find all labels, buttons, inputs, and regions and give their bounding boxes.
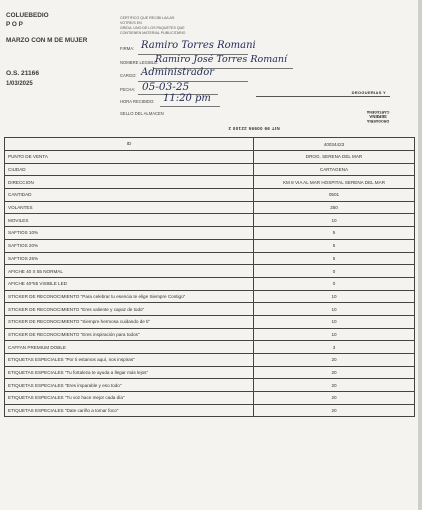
row-value-cell: 20 — [254, 404, 415, 417]
firma-label: FIRMA: — [120, 46, 135, 51]
row-value-cell: 20 — [254, 366, 415, 379]
row-value-cell: DROG. SERENA DEL MAR — [254, 151, 415, 164]
cert-line-1: CERTIFICO QUE RECIBI LA/LAS — [120, 16, 175, 20]
nombre-handwritten: Ramiro José Torres Romaní — [155, 54, 288, 65]
table-header-row — [5, 138, 415, 151]
row-label-cell: STICKER DE RECONOCIMIENTO "Eres valiente y capaz de todo" — [5, 303, 254, 316]
table-row — [5, 201, 415, 214]
printed-date: 1/03/2025 — [6, 81, 33, 87]
nombre-label: NOMBRE LEGIBLE: — [120, 60, 159, 65]
hora-line — [160, 106, 220, 107]
row-value-cell: 350 — [254, 201, 415, 214]
middle-stamp: NIT 99 00995 22100 2 — [228, 126, 280, 131]
right-stamp — [256, 90, 390, 97]
small-stamp — [362, 110, 394, 123]
row-value-cell: 5 — [254, 227, 415, 240]
os-number: O.S. 21166 — [6, 70, 39, 77]
row-label-cell: AFICHE 40 X 55 NORMAL — [5, 265, 254, 278]
cert-line-4: CONTIENEN MATERIAL PUBLICITARIO — [120, 31, 186, 35]
table-row — [5, 290, 415, 303]
cert-line-3: GRIDA: UNO DE LOS PAQUETES QUE — [120, 26, 185, 30]
row-label-cell: CAFFAN PREMIUM DOBLE — [5, 341, 254, 354]
row-value-cell: 10 — [254, 214, 415, 227]
sello-label: SELLO DEL ALMACEN — [120, 111, 164, 116]
table-row — [5, 366, 415, 379]
cargo-label: CARGO: — [120, 73, 137, 78]
row-value-cell: CARTAGENA — [254, 163, 415, 176]
row-label-cell: ETIQUETAS ESPECIALES "Por ti estamos aquí, nos inspiras" — [5, 354, 254, 367]
row-value-cell: 5 — [254, 252, 415, 265]
small-stamp-line-3: CARTAGENA — [366, 110, 390, 114]
table-row — [5, 227, 415, 240]
small-stamp-line-2: SERENA — [369, 114, 387, 119]
table-row — [5, 163, 415, 176]
table-row — [5, 252, 415, 265]
row-label-cell: STICKER DE RECONOCIMIENTO "Eres inspiración para todos" — [5, 328, 254, 341]
table-row — [5, 303, 415, 316]
cert-line-2: VOTRE/S EN — [120, 21, 142, 25]
campaign-line-1: COLUEBEDIO — [6, 12, 49, 19]
table-row — [5, 341, 415, 354]
table-row — [5, 315, 415, 328]
row-label-cell: ETIQUETAS ESPECIALES "Date cariño a tomar foco" — [5, 404, 254, 417]
delivery-table-body — [5, 138, 415, 417]
table-row — [5, 277, 415, 290]
row-label-cell: VOLANTES — [5, 201, 254, 214]
table-row — [5, 214, 415, 227]
row-value-cell: 10 — [254, 290, 415, 303]
table-row — [5, 239, 415, 252]
row-value-cell: 10 — [254, 315, 415, 328]
row-label-cell: STICKER DE RECONOCIMIENTO "Siempre hermosa cuidando de ti" — [5, 315, 254, 328]
row-label-cell: STICKER DE RECONOCIMIENTO "Para celebrar tu esencia te elige Siempre Contigo" — [5, 290, 254, 303]
id-value-cell: 40034423 — [254, 138, 415, 151]
fecha-handwritten: 05-03-25 — [142, 81, 190, 93]
right-stamp-text: DROGUERIAS Y — [351, 90, 386, 95]
table-row — [5, 265, 415, 278]
row-label-cell: ETIQUETAS ESPECIALES "Eres imparable y eso todo" — [5, 379, 254, 392]
table-row — [5, 392, 415, 405]
row-label-cell: CANTIDAD — [5, 189, 254, 202]
row-value-cell: 5 — [254, 239, 415, 252]
cargo-handwritten: Administrador — [141, 67, 215, 78]
firma-handwritten: Ramiro Torres Romani — [141, 40, 256, 51]
row-value-cell: 20 — [254, 392, 415, 405]
table-row — [5, 189, 415, 202]
row-value-cell: 0 — [254, 265, 415, 278]
row-value-cell: 0501 — [254, 189, 415, 202]
row-label-cell: MOVILES — [5, 214, 254, 227]
row-value-cell: 3 — [254, 341, 415, 354]
table-row — [5, 379, 415, 392]
row-label-cell: SAFTIOS 20% — [5, 239, 254, 252]
table-row — [5, 328, 415, 341]
scan-edge — [418, 0, 422, 510]
table-row — [5, 404, 415, 417]
row-label-cell: AFICHE 40*55 VISIBLE LED — [5, 277, 254, 290]
table-row — [5, 354, 415, 367]
row-value-cell: 20 — [254, 354, 415, 367]
row-label-cell: PUNTO DE VENTA — [5, 151, 254, 164]
row-label-cell: ETIQUETAS ESPECIALES "Tu voz hace mejor cada día" — [5, 392, 254, 405]
row-label-cell: SAFTIOS 25% — [5, 252, 254, 265]
row-value-cell: 20 — [254, 379, 415, 392]
row-value-cell: 10 — [254, 303, 415, 316]
row-label-cell: DIRECCION — [5, 176, 254, 189]
hora-label: HORA RECIBIDO: — [120, 99, 155, 104]
row-value-cell: KM 8 VIA AL MAR HOSPITAL SERENA DEL MAR — [254, 176, 415, 189]
fecha-label: FECHA: — [120, 87, 136, 92]
table-row — [5, 151, 415, 164]
row-value-cell: 0 — [254, 277, 415, 290]
campaign-line-2: P O P — [6, 21, 23, 28]
delivery-table — [4, 137, 415, 417]
hora-handwritten: 11:20 pm — [163, 93, 211, 104]
table-row — [5, 176, 415, 189]
row-label-cell: CIUDAD — [5, 163, 254, 176]
id-header-cell: ID — [5, 138, 254, 151]
row-label-cell: ETIQUETAS ESPECIALES "Tu fortaleza te ayuda a llegar más lejos" — [5, 366, 254, 379]
row-value-cell: 10 — [254, 328, 415, 341]
row-label-cell: SAFTIOS 10% — [5, 227, 254, 240]
campaign-title: MARZO CON M DE MUJER — [6, 37, 88, 44]
small-stamp-line-1: DROGUERIA — [367, 119, 389, 123]
